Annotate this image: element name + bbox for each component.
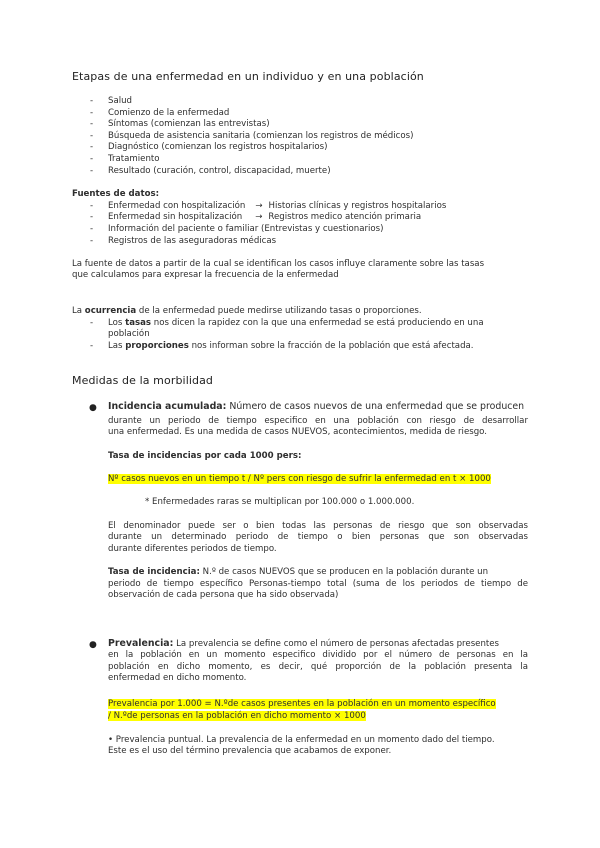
list-dash: - (90, 108, 94, 118)
paragraph-line: una enfermedad. Es una medida de casos NUEVOS, acontecimientos, medida de riesgo. (108, 427, 488, 437)
bullet-icon: ● (89, 640, 97, 650)
list-dash: - (90, 154, 94, 164)
incidence-formula (108, 474, 491, 485)
paragraph-line: La fuente de datos a partir de la cual se identifican los casos influye claramente sobre las tasas (72, 259, 485, 269)
list-dash: - (90, 318, 94, 328)
paragraph-line: El denominador puede ser o bien todas las personas de riesgo que son observadas (108, 521, 528, 531)
occurrence-paragraph (72, 306, 422, 317)
list-dash: - (90, 142, 94, 152)
highlighted-formula: / N.ºde personas en la población en dicho momento × 1000 (108, 711, 366, 721)
list-dash: - (90, 119, 94, 129)
bold-term: proporciones (125, 341, 189, 351)
text-span: La prevalencia se define como el número de personas afectadas presentes (173, 639, 500, 649)
list-item-continuation: población (108, 329, 150, 339)
text-span: nos informan sobre la fracción de la población que está afectada. (188, 341, 474, 351)
rate2-line (108, 567, 488, 578)
bold-term: ocurrencia (84, 306, 137, 316)
source-right: Historias clínicas y registros hospitalarios (268, 201, 447, 211)
list-item (108, 201, 446, 212)
paragraph-line: población en dicho momento, es decir, qué proporción de la población presenta la (108, 662, 528, 672)
prevalence-formula-line2 (108, 711, 366, 722)
text-span: de la enfermedad puede medirse utilizando tasas o proporciones. (136, 306, 422, 316)
highlighted-formula: Nº casos nuevos en un tiempo t / Nº pers con riesgo de sufrir la enfermedad en t × 1000 (108, 474, 491, 484)
prevalence-label: Prevalencia: (108, 638, 174, 649)
sources-title: Fuentes de datos: (72, 189, 160, 199)
paragraph-line: • Prevalencia puntual. La prevalencia de la enfermedad en un momento dado del tiempo. (108, 735, 495, 745)
list-dash: - (90, 96, 94, 106)
prevalence-line (108, 638, 499, 650)
list-dash: - (90, 341, 94, 351)
list-item: Resultado (curación, control, discapacidad, muerte) (108, 166, 331, 176)
list-item: Salud (108, 96, 133, 106)
source-left: Enfermedad con hospitalización (108, 201, 246, 211)
arrow-right-icon: → (255, 212, 263, 222)
paragraph-line: que calculamos para expresar la frecuencia de la enfermedad (72, 270, 339, 280)
paragraph-line: en la población en un momento especifico dividido por el número de personas en la (108, 650, 528, 660)
list-item (108, 212, 421, 223)
paragraph-line: Este es el uso del término prevalencia que acabamos de exponer. (108, 746, 392, 756)
list-item: Diagnóstico (comienzan los registros hospitalarios) (108, 142, 328, 152)
text-span: La (72, 306, 85, 316)
paragraph-line: durante un determinado periodo de tiempo o bien personas que son observadas (108, 532, 528, 542)
bold-term: tasas (125, 318, 152, 328)
prevalence-formula-line1 (108, 699, 496, 710)
source-right: Registros medico atención primaria (268, 212, 422, 222)
list-dash: - (90, 236, 94, 246)
list-item (108, 318, 484, 329)
list-item: Registros de las aseguradoras médicas (108, 236, 277, 246)
text-span: Los (108, 318, 126, 328)
list-item: Información del paciente o familiar (Entrevistas y cuestionarios) (108, 224, 384, 234)
paragraph-line: enfermedad en dicho momento. (108, 673, 247, 683)
list-item (108, 341, 474, 352)
list-item: Síntomas (comienzan las entrevistas) (108, 119, 270, 129)
source-left: Enfermedad sin hospitalización (108, 212, 243, 222)
highlighted-formula: Prevalencia por 1.000 = N.ºde casos presentes en la población en un momento específico (108, 699, 496, 709)
bullet-icon: ● (89, 403, 97, 413)
incidence-line (108, 401, 524, 413)
list-dash: - (90, 201, 94, 211)
list-dash: - (90, 166, 94, 176)
list-dash: - (90, 224, 94, 234)
text-span: nos dicen la rapidez con la que una enfermedad se está produciendo en una (151, 318, 484, 328)
list-item: Comienzo de la enfermedad (108, 108, 230, 118)
paragraph-line: observación de cada persona que ha sido observada) (108, 590, 339, 600)
text-span: N.º de casos NUEVOS que se producen en la población durante un (199, 567, 489, 577)
list-item: Búsqueda de asistencia sanitaria (comienzan los registros de médicos) (108, 131, 414, 141)
paragraph-line: durante un periodo de tiempo especifico en una población con riesgo de desarrollar (108, 416, 528, 426)
list-dash: - (90, 131, 94, 141)
text-span: Número de casos nuevos de una enfermedad que se producen (226, 401, 525, 412)
section-title-stages: Etapas de una enfermedad en un individuo y en una población (72, 70, 424, 83)
list-dash: - (90, 212, 94, 222)
paragraph-line: periodo de tiempo específico Personas-tiempo total (suma de los periodos de tiempo de (108, 579, 528, 589)
rate-label: Tasa de incidencias por cada 1000 pers: (108, 451, 302, 461)
arrow-right-icon: → (255, 201, 263, 211)
section-title-morbidity: Medidas de la morbilidad (72, 374, 214, 387)
rare-disease-note: * Enfermedades raras se multiplican por 100.000 o 1.000.000. (145, 497, 415, 507)
rate2-label: Tasa de incidencia: (108, 567, 200, 577)
incidence-label: Incidencia acumulada: (108, 401, 227, 412)
text-span: Las (108, 341, 126, 351)
paragraph-line: durante diferentes periodos de tiempo. (108, 544, 277, 554)
list-item: Tratamiento (108, 154, 160, 164)
